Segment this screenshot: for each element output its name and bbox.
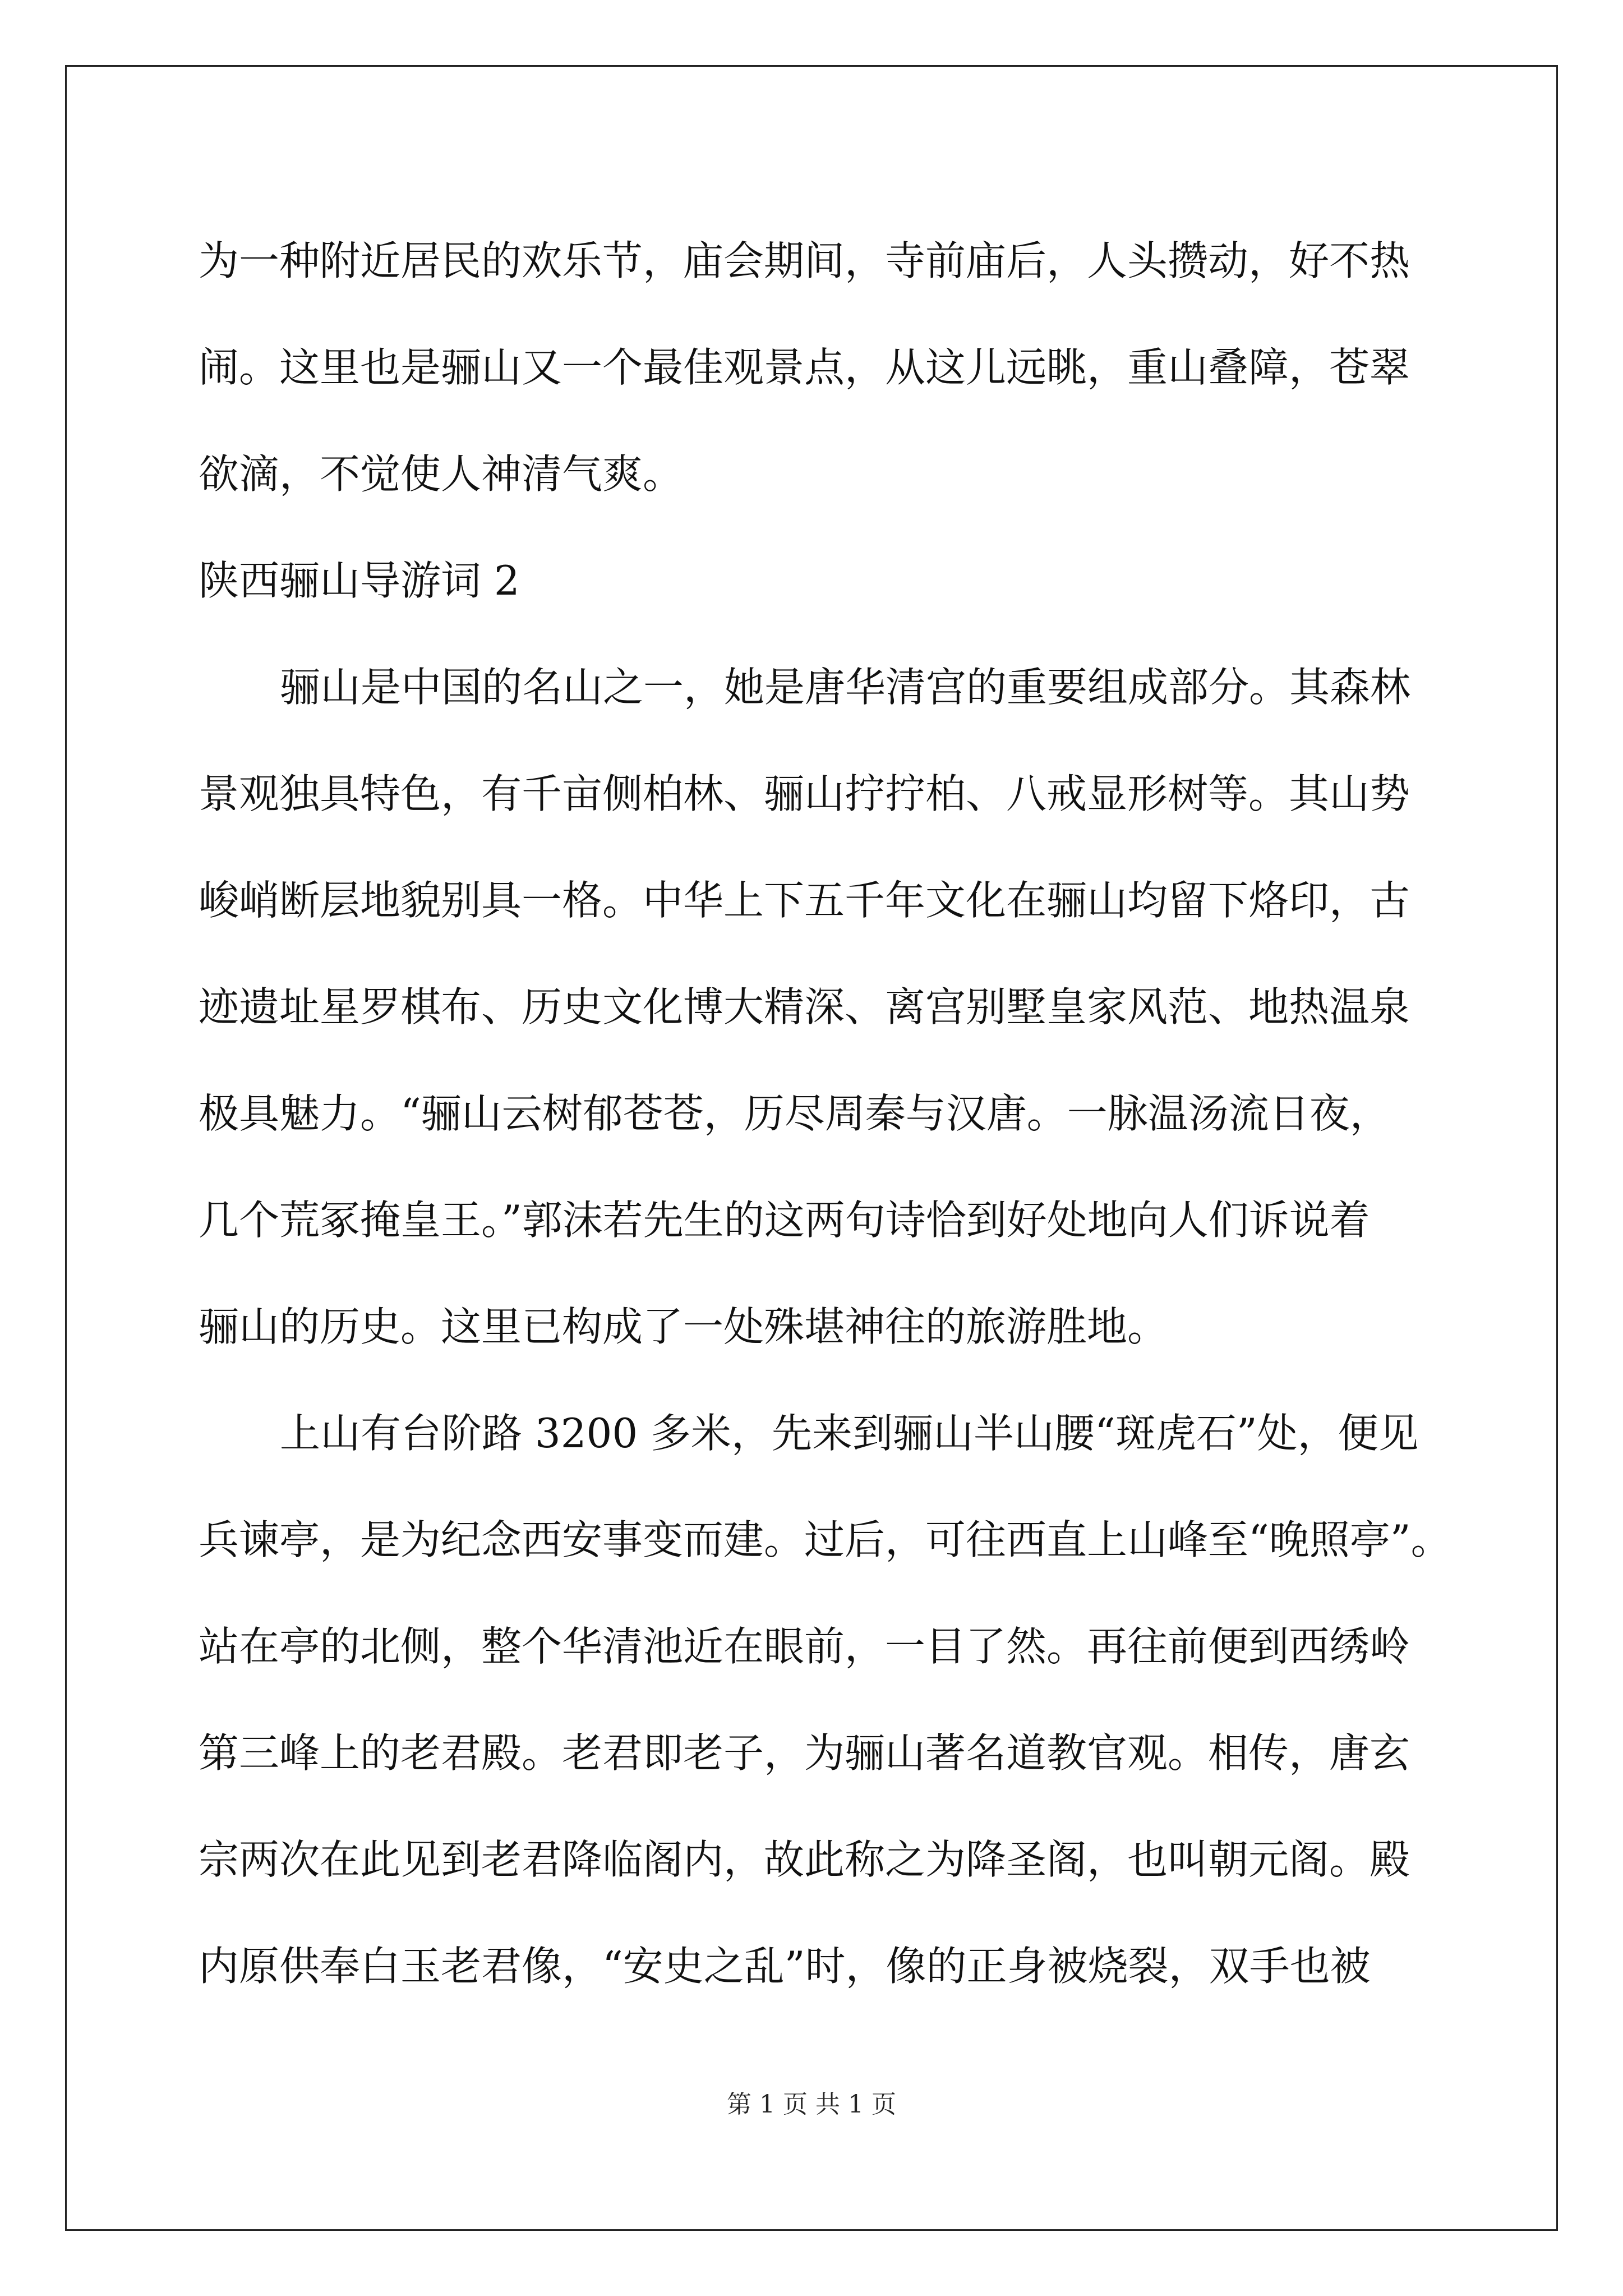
text-line: 第三峰上的老君殿。老君即老子，为骊山著名道教官观。相传，唐玄 (199, 1729, 1410, 1777)
text-line: 站在亭的北侧，整个华清池近在眼前，一目了然。再往前便到西绣岭 (199, 1623, 1410, 1670)
text-line: 骊山的历史。这里已构成了一处殊堪神往的旅游胜地。 (199, 1303, 1168, 1350)
text-line: 峻峭断层地貌别具一格。中华上下五千年文化在骊山均留下烙印，古 (199, 877, 1410, 924)
page-footer: 第 1 页 共 1 页 (727, 2090, 896, 2119)
text-line: 闹。这里也是骊山又一个最佳观景点，从这儿远眺，重山叠障，苍翠 (199, 344, 1410, 391)
text-line: 迹遗址星罗棋布、历史文化博大精深、离宫别墅皇家风范、地热温泉 (199, 983, 1410, 1030)
text-line: 兵谏亭，是为纪念西安事变而建。过后，可往西直上山峰至“晚照亭”。 (199, 1516, 1451, 1563)
text-line: 极具魅力。“骊山云树郁苍苍，历尽周秦与汉唐。一脉温汤流日夜， (199, 1090, 1390, 1137)
text-line: 宗两次在此见到老君降临阁内，故此称之为降圣阁，也叫朝元阁。殿 (199, 1836, 1410, 1883)
text-line: 景观独具特色，有千亩侧柏林、骊山拧拧柏、八戒显形树等。其山势 (199, 770, 1410, 817)
text-line: 内原供奉白玉老君像，“安史之乱”时，像的正身被烧裂，双手也被 (199, 1943, 1371, 1990)
document-body (199, 208, 1451, 2019)
section-heading: 陕西骊山导游词 2 (199, 557, 520, 604)
text-line: 欲滴，不觉使人神清气爽。 (199, 450, 684, 498)
text-line: 骊山是中国的名山之一，她是唐华清宫的重要组成部分。其森林 (280, 664, 1411, 711)
text-line: 上山有台阶路 3200 多米，先来到骊山半山腰“斑虎石”处，便见 (280, 1410, 1419, 1457)
text-line: 为一种附近居民的欢乐节，庙会期间，寺前庙后，人头攒动，好不热 (199, 237, 1410, 284)
text-line: 几个荒冢掩皇王。”郭沫若先生的这两句诗恰到好处地向人们诉说着 (199, 1197, 1370, 1244)
